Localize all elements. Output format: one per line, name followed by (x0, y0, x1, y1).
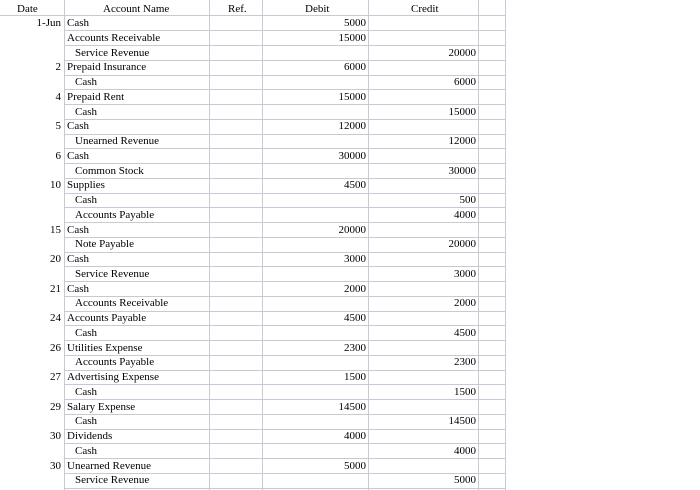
row-debit: 6000 (344, 61, 366, 74)
row-date: 1-Jun (36, 17, 61, 29)
grid-line (262, 0, 263, 490)
row-account-name: Advertising Expense (67, 371, 159, 383)
row-account-name: Prepaid Insurance (67, 61, 147, 74)
row-debit: 2000 (344, 282, 366, 295)
row-account-name: Accounts Receivable (75, 297, 169, 310)
grid-line (64, 281, 505, 282)
row-date: 26 (50, 341, 61, 354)
row-credit: 30000 (448, 164, 476, 177)
row-credit: 20000 (448, 238, 476, 251)
row-credit: 4000 (454, 208, 476, 221)
row-debit: 15000 (338, 31, 366, 44)
grid-line (64, 252, 505, 253)
row-debit: 12000 (338, 120, 366, 133)
row-account-name: Cash (67, 253, 89, 265)
grid-line (505, 0, 506, 490)
row-account-name: Utilities Expense (67, 341, 143, 354)
row-account-name: Cash (67, 282, 89, 295)
row-date: 29 (50, 400, 61, 413)
header-debit: Debit (305, 3, 330, 15)
row-account-name: Cash (75, 385, 97, 398)
header-credit: Credit (411, 3, 439, 15)
row-date: 6 (55, 149, 61, 162)
row-date: 4 (55, 90, 61, 103)
row-debit: 14500 (338, 400, 366, 413)
row-credit: 3000 (454, 267, 476, 280)
row-account-name: Cash (75, 194, 97, 206)
grid-line (64, 119, 505, 120)
row-credit: 4500 (454, 326, 476, 339)
row-date: 20 (50, 253, 61, 265)
row-date: 10 (50, 179, 61, 192)
row-account-name: Cash (67, 120, 89, 133)
row-account-name: Cash (75, 444, 97, 457)
row-debit: 5000 (344, 17, 366, 29)
header-ref: Ref. (228, 3, 247, 15)
row-debit: 5000 (344, 459, 366, 472)
row-credit: 14500 (448, 415, 476, 428)
row-account-name: Supplies (67, 179, 105, 192)
row-debit: 4500 (344, 179, 366, 192)
row-debit: 2300 (344, 341, 366, 354)
row-account-name: Service Revenue (75, 267, 150, 280)
header-account-name: Account Name (103, 3, 170, 15)
row-debit: 4500 (344, 312, 366, 324)
row-credit: 2000 (454, 297, 476, 310)
row-credit: 1500 (454, 385, 476, 398)
row-account-name: Cash (67, 149, 89, 162)
row-account-name: Dividends (67, 430, 113, 442)
row-account-name: Unearned Revenue (75, 135, 159, 147)
grid-line (64, 89, 505, 90)
row-date: 21 (50, 282, 61, 295)
row-credit: 4000 (454, 444, 476, 457)
row-date: 30 (50, 430, 61, 442)
row-credit: 6000 (454, 76, 476, 88)
row-account-name: Salary Expense (67, 400, 136, 413)
header-date: Date (17, 3, 38, 15)
row-account-name: Accounts Payable (75, 356, 155, 369)
grid-line (64, 0, 65, 490)
row-date: 2 (55, 61, 61, 74)
row-account-name: Unearned Revenue (67, 459, 151, 472)
row-credit: 20000 (448, 46, 476, 59)
row-date: 24 (50, 312, 61, 324)
grid-line (478, 0, 479, 490)
row-account-name: Cash (75, 326, 97, 339)
grid-line (64, 429, 505, 430)
row-date: 15 (50, 223, 61, 236)
row-account-name: Cash (75, 105, 97, 118)
row-debit: 20000 (338, 223, 366, 236)
row-credit: 2300 (454, 356, 476, 369)
row-debit: 4000 (344, 430, 366, 442)
grid-line (64, 488, 505, 489)
grid-line (64, 178, 505, 179)
row-debit: 15000 (338, 90, 366, 103)
grid-line (64, 148, 505, 149)
row-account-name: Note Payable (75, 238, 134, 251)
row-account-name: Common Stock (75, 164, 144, 177)
row-account-name: Cash (67, 17, 89, 29)
row-account-name: Service Revenue (75, 46, 150, 59)
row-date: 5 (55, 120, 61, 133)
row-debit: 3000 (344, 253, 366, 265)
row-credit: 5000 (454, 474, 476, 487)
row-account-name: Accounts Receivable (67, 31, 161, 44)
row-debit: 30000 (338, 149, 366, 162)
grid-line (209, 0, 210, 490)
row-account-name: Prepaid Rent (67, 90, 125, 103)
row-account-name: Cash (67, 223, 89, 236)
row-credit: 15000 (448, 105, 476, 118)
row-credit: 12000 (448, 135, 476, 147)
row-date: 30 (50, 459, 61, 472)
row-account-name: Cash (75, 415, 97, 428)
row-account-name: Accounts Payable (67, 312, 147, 324)
grid-line (64, 222, 505, 223)
grid-line (368, 0, 369, 490)
row-debit: 1500 (344, 371, 366, 383)
row-account-name: Accounts Payable (75, 208, 155, 221)
row-account-name: Service Revenue (75, 474, 150, 487)
row-credit: 500 (459, 194, 476, 206)
row-date: 27 (50, 371, 61, 383)
row-account-name: Cash (75, 76, 97, 88)
